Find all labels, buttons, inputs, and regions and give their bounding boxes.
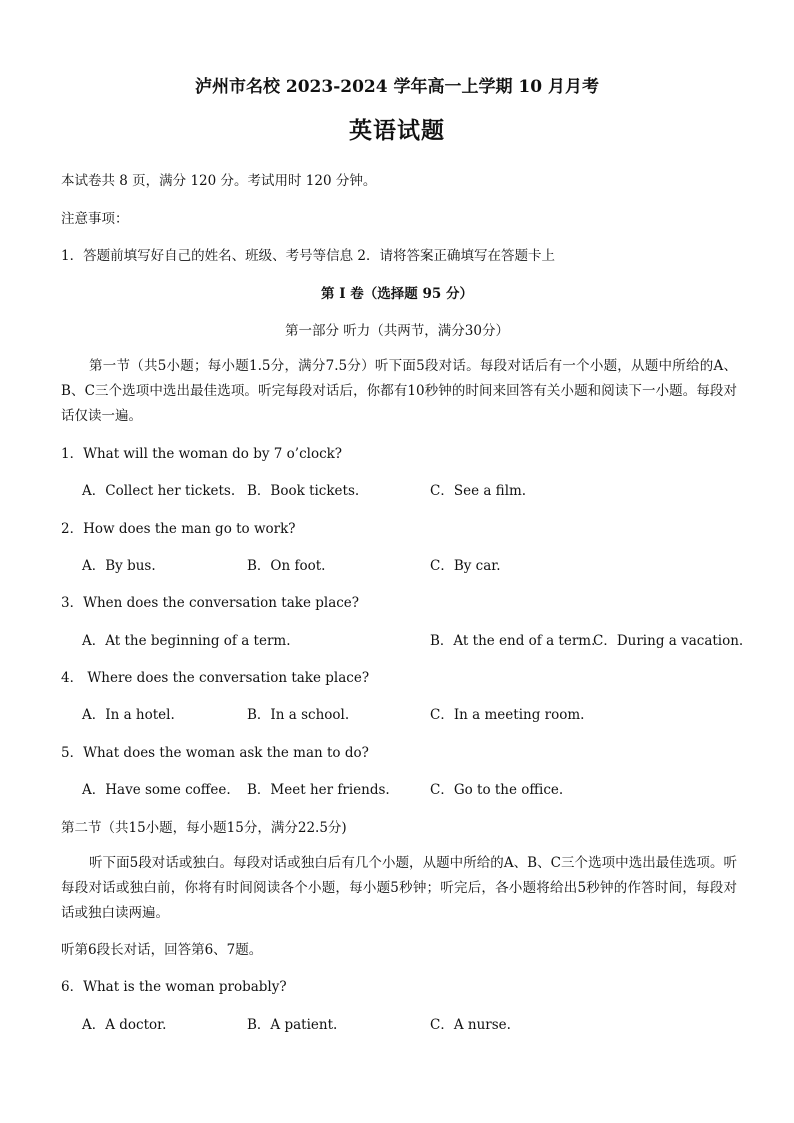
notice-item-1: 1．答题前填写好自己的姓名、班级、考号等信息 2．请将答案正确填写在答题卡上 — [61, 248, 555, 264]
section2-instructions: 听下面5段对话或独白。每段对话或独白后有几个小题，从题中所给的A、B、C三个选项中选出最佳选项。听每段对话或独白前，你将有时间阅读各个小题，每小题5秒钟；听完后，各小题将给出5秒钟的作答时间，每段对话或独白读两遍。 — [61, 855, 737, 921]
option-b: B．Meet her friends. — [247, 782, 390, 798]
section2-heading: 第二节（共15小题，每小题15分，满分22.5分) — [61, 820, 347, 836]
option-a: A．A doctor. — [82, 1017, 167, 1033]
option-b: B．A patient. — [247, 1017, 338, 1033]
option-a: A．At the beginning of a term. — [82, 633, 291, 649]
question-stem: 3．When does the conversation take place? — [61, 595, 360, 611]
option-b: B．On foot. — [247, 558, 326, 574]
option-b: B．Book tickets. — [247, 483, 360, 499]
dialogue-label: 听第6段长对话，回答第6、7题。 — [61, 942, 263, 958]
option-b: B．In a school. — [247, 707, 350, 723]
option-c: C．By car. — [430, 558, 501, 574]
question-stem: 1．What will the woman do by 7 o’clock? — [61, 446, 343, 462]
exam-title: 泸州市名校 2023-2024 学年高一上学期 10 月月考 — [194, 77, 599, 97]
question-stem: 4． Where does the conversation take place? — [61, 670, 370, 686]
option-a: A．Have some coffee. — [82, 782, 231, 798]
option-c: C．A nurse. — [430, 1017, 511, 1033]
option-a: A．Collect her tickets. — [82, 483, 236, 499]
notice-heading: 注意事项： — [61, 211, 129, 227]
option-c: C．In a meeting room. — [430, 707, 585, 723]
exam-info: 本试卷共 8 页，满分 120 分。考试用时 120 分钟。 — [61, 173, 377, 189]
option-a: A．By bus. — [82, 558, 156, 574]
option-c: C．Go to the office. — [430, 782, 564, 798]
part1-heading: 第一部分 听力（共两节，满分30分） — [285, 323, 509, 339]
question-stem: 6．What is the woman probably? — [61, 979, 287, 995]
option-c: C．See a film. — [430, 483, 527, 499]
option-c: C．During a vacation. — [593, 633, 744, 649]
question-stem: 5．What does the woman ask the man to do? — [61, 745, 369, 761]
volume-heading: 第 I 卷（选择题 95 分） — [321, 286, 473, 302]
option-a: A．In a hotel. — [82, 707, 175, 723]
option-b: B．At the end of a term. — [430, 633, 596, 649]
question-stem: 2．How does the man go to work? — [61, 521, 296, 537]
section1-instructions: 第一节（共5小题；每小题1.5分，满分7.5分）听下面5段对话。每段对话后有一个小题，从题中所给的A、B、C三个选项中选出最佳选项。听完每段对话后，你都有10秒钟的时间来回答有关小题和阅读下一小题。每段对话仅读一遍。 — [61, 358, 737, 424]
exam-subject-title: 英语试题 — [349, 117, 445, 144]
